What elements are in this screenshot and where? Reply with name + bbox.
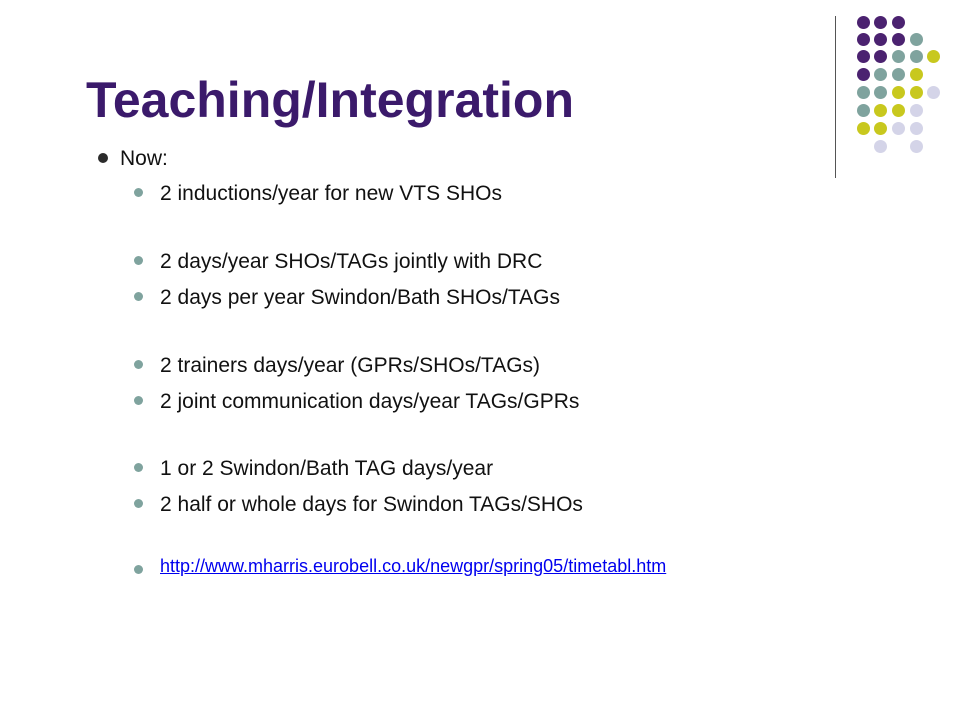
bullet-text-6: 1 or 2 Swindon/Bath TAG days/year	[160, 457, 494, 480]
bullet-text-5: 2 joint communication days/year TAGs/GPRs	[160, 390, 580, 413]
bullet-2	[134, 256, 143, 265]
bullet-6	[134, 463, 143, 472]
decorative-dot	[910, 50, 923, 63]
bullet-5	[134, 396, 143, 405]
bullet-1	[134, 188, 143, 197]
bullet-text-7: 2 half or whole days for Swindon TAGs/SHOs	[160, 493, 583, 516]
bullet-3	[134, 292, 143, 301]
decorative-dot	[857, 50, 870, 63]
decorative-dot	[857, 86, 870, 99]
decorative-dot	[874, 86, 887, 99]
decorative-dot	[874, 104, 887, 117]
decorative-dot	[892, 104, 905, 117]
decorative-dot	[874, 33, 887, 46]
decorative-divider-line	[835, 16, 836, 178]
decorative-dot	[874, 140, 887, 153]
decorative-dot	[874, 16, 887, 29]
level1-text: Now:	[120, 147, 168, 170]
decorative-dot	[857, 33, 870, 46]
bullet-text-2: 2 days/year SHOs/TAGs jointly with DRC	[160, 250, 543, 273]
decorative-dot	[927, 86, 940, 99]
decorative-dot	[892, 86, 905, 99]
bullet-7	[134, 499, 143, 508]
decorative-dot	[910, 122, 923, 135]
decorative-dot	[910, 68, 923, 81]
decorative-dot	[874, 50, 887, 63]
bullet-text-1: 2 inductions/year for new VTS SHOs	[160, 182, 502, 205]
decorative-dot	[874, 68, 887, 81]
decorative-dot	[892, 16, 905, 29]
decorative-dot	[910, 33, 923, 46]
bullet-8	[134, 565, 143, 574]
bullet-4	[134, 360, 143, 369]
decorative-dot	[857, 104, 870, 117]
decorative-dot	[892, 122, 905, 135]
decorative-dot	[892, 68, 905, 81]
decorative-dot	[857, 122, 870, 135]
decorative-dot	[874, 122, 887, 135]
decorative-dot	[857, 68, 870, 81]
slide-title: Teaching/Integration	[86, 72, 574, 128]
decorative-dot	[910, 104, 923, 117]
decorative-dot	[910, 140, 923, 153]
timetable-link[interactable]: http://www.mharris.eurobell.co.uk/newgpr/spring05/timetabl.htm	[160, 556, 667, 576]
decorative-dot	[892, 50, 905, 63]
bullet-text-3: 2 days per year Swindon/Bath SHOs/TAGs	[160, 286, 560, 309]
level1-bullet	[98, 153, 108, 163]
decorative-dot	[910, 86, 923, 99]
decorative-dot	[857, 16, 870, 29]
bullet-text-4: 2 trainers days/year (GPRs/SHOs/TAGs)	[160, 354, 541, 377]
decorative-dot	[892, 33, 905, 46]
decorative-dot	[927, 50, 940, 63]
